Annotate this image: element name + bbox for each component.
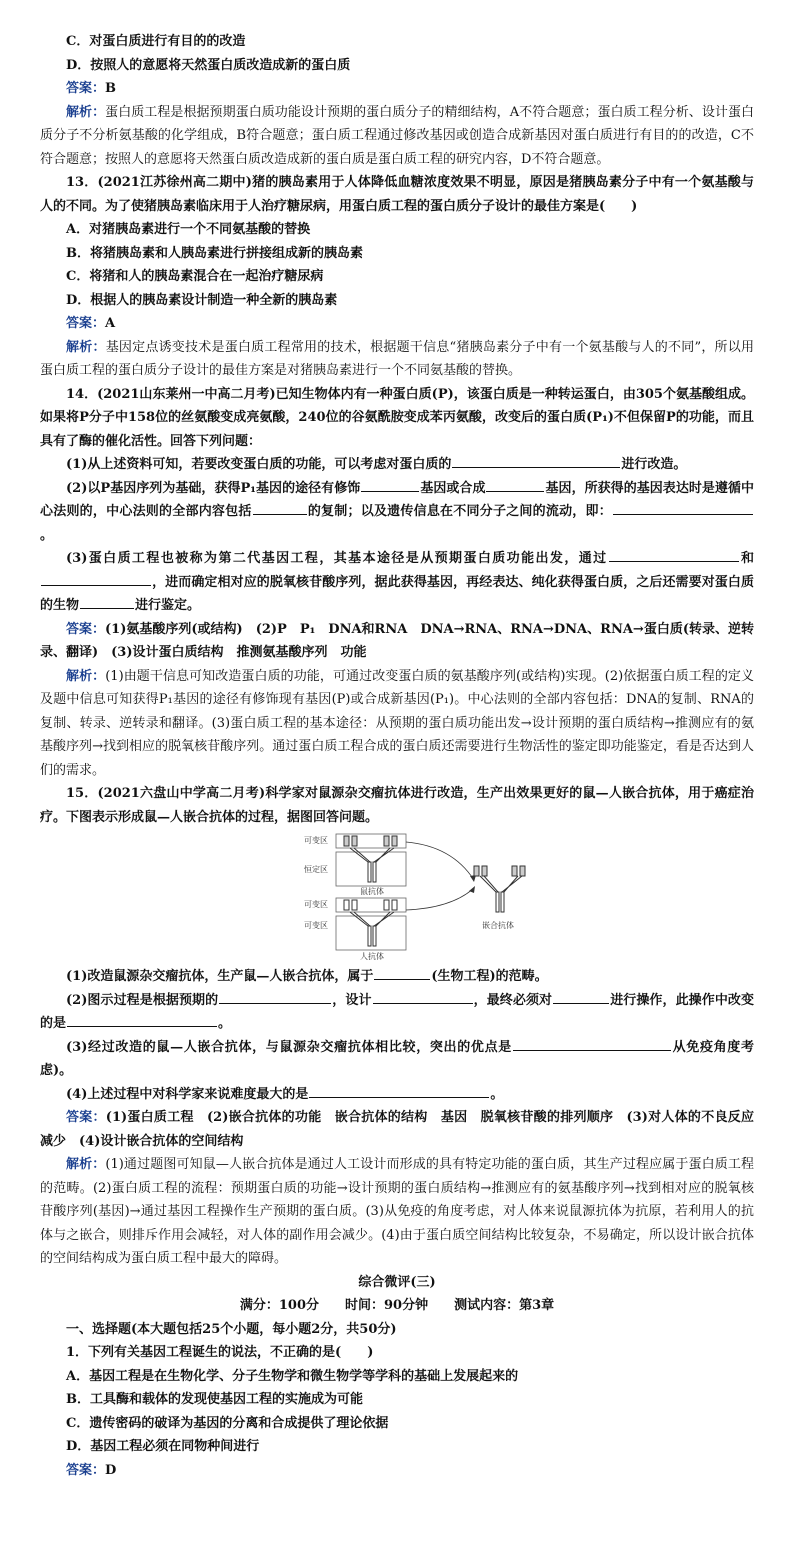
answer-label: 答案：: [66, 316, 106, 331]
q14-sub1: [40, 453, 754, 477]
analysis-label: 解析：: [66, 104, 106, 120]
q15-analysis: (1)通过题图可知鼠—人嵌合抗体是通过人工设计而形成的具有特定功能的蛋白质，其生产过程应属于蛋白质工程的范畴。(2)蛋白质工程的流程：预期蛋白质的功能→设计预期的蛋白质结构→推测应有的氨基酸序列→找到相对应的脱氧核苷酸序列(基因)→通过基因工程操作生产预期的蛋白质。(3)从免疫的角度考虑，对人体来说鼠源抗体为抗原，若利用人的抗体与之嵌合，则排斥作用会减轻，对人体的副作用会减少。(4)由于蛋白质空间结构比较复杂，不易确定，所以设计嵌合抗体的空间结构成为蛋白质工程中最大的障碍。: [40, 1157, 754, 1266]
q13-option-a: A．对猪胰岛素进行一个不同氨基酸的替换: [66, 222, 311, 237]
answer-blank: [41, 571, 151, 586]
answer-blank: [361, 477, 419, 492]
r1-stem: 1．下列有关基因工程诞生的说法，不正确的是( ): [66, 1345, 374, 1360]
q12-option-d: D．按照人的意愿将天然蛋白质改造成新的蛋白质: [66, 57, 351, 73]
q12-option-c: C．对蛋白质进行有目的的改造: [66, 34, 246, 49]
answer-blank: [309, 1083, 489, 1098]
answer-blank: [67, 1012, 217, 1027]
answer-blank: [553, 989, 609, 1004]
question-text: (2)图示过程是根据预期的: [66, 992, 219, 1008]
r1-answer: D: [105, 1462, 117, 1478]
label-human-antibody: 人抗体: [360, 952, 384, 961]
document-page: [40, 30, 754, 1482]
answer-blank: [80, 594, 134, 609]
q14-sub2: [40, 477, 754, 548]
answer-blank: [513, 1036, 671, 1051]
analysis-label: 解析：: [66, 339, 106, 355]
question-text: (3)经过改造的鼠—人嵌合抗体，与鼠源杂交瘤抗体相比较，突出的优点是: [66, 1039, 512, 1055]
q13-option-d: D．根据人的胰岛素设计制造一种全新的胰岛素: [66, 292, 338, 308]
answer-blank: [609, 547, 739, 562]
answer-blank: [253, 500, 307, 515]
r1-option-c: C．遗传密码的破译为基因的分离和合成提供了理论依据: [66, 1415, 389, 1431]
question-text: 进行鉴定。: [135, 598, 201, 613]
q12-answer: B: [105, 81, 117, 96]
question-text: ，最终必须对: [473, 992, 553, 1008]
question-text: (1)从上述资料可知，若要改变蛋白质的功能，可以考虑对蛋白质的: [66, 457, 452, 472]
question-text: 从免疫角度考虑)。: [40, 1039, 754, 1078]
question-text: 进行操作，此操作中改变的是: [40, 992, 754, 1031]
q15-stem: 15．(2021六盘山中学高二月考)科学家对鼠源杂交瘤抗体进行改造，生产出效果更好的鼠—人嵌合抗体，用于癌症治疗。下图表示形成鼠—人嵌合抗体的过程，据图回答问题。: [40, 786, 754, 825]
q13-option-c: C．将猪和人的胰岛素混合在一起治疗糖尿病: [66, 269, 324, 284]
label-constant-region: 恒定区: [304, 865, 328, 874]
question-text: 的复制；以及遗传信息在不同分子之间的流动，即：: [307, 504, 612, 519]
q13-analysis: 基因定点诱变技术是蛋白质工程常用的技术，根据题干信息“猪胰岛素分子中有一个氨基酸与人的不同”，所以用蛋白质工程的蛋白质分子设计的最佳方案是对猪胰岛素进行一个不同氨基酸的替换。: [40, 339, 754, 378]
answer-blank: [613, 500, 753, 515]
q14-answer: (1)氨基酸序列(或结构) (2)P P₁ DNA和RNA DNA→RNA、RNA→DNA、RNA→蛋白质(转录、逆转录、翻译) (3)设计蛋白质结构 推测氨基酸序列 功能: [40, 621, 754, 660]
r1-option-b: B．工具酶和载体的发现使基因工程的实施成为可能: [66, 1392, 363, 1407]
answer-blank: [452, 453, 620, 468]
review-info: 满分：100分 时间：90分钟 测试内容：第3章: [239, 1298, 555, 1313]
answer-blank: [486, 477, 544, 492]
answer-blank: [219, 989, 331, 1004]
q15-sub1: [40, 965, 754, 989]
answer-label: 答案：: [66, 1462, 106, 1478]
q14-stem: 14．(2021山东莱州一中高二月考)已知生物体内有一种蛋白质(P)，该蛋白质是一种转运蛋白，由305个氨基酸组成。如果将P分子中158位的丝氨酸变成亮氨酸，240位的谷氨酰胺变成苯丙氨酸，改变后的蛋白质(P₁)不但保留P的功能，而且具有了酶的催化活性。回答下列问题：: [40, 386, 754, 449]
label-variable-region-1: 可变区: [304, 836, 328, 845]
question-text: ，设计: [332, 992, 372, 1008]
antibody-diagram: [302, 832, 532, 962]
label-mouse-antibody: 鼠抗体: [360, 887, 384, 896]
question-text: 。: [218, 1016, 232, 1031]
q13-answer: A: [105, 316, 116, 331]
question-text: (3)蛋白质工程也被称为第二代基因工程，其基本途径是从预期蛋白质功能出发，通过: [66, 551, 608, 566]
question-text: 和: [739, 551, 754, 566]
q12-analysis: 蛋白质工程是根据预期蛋白质功能设计预期的蛋白质分子的精细结构，A不符合题意；蛋白质工程分析、设计蛋白质分子不分析氨基酸的化学组成，B符合题意；蛋白质工程通过修改基因或创造合成新基因对蛋白质进行有目的的改造，C不符合题意；按照人的意愿将天然蛋白质改造成新的蛋白质是蛋白质工程的研究内容，D不符合题意。: [40, 104, 754, 167]
question-text: 进行改造。: [621, 457, 687, 472]
answer-label: 答案：: [66, 81, 106, 96]
question-text: (4)上述过程中对科学家来说难度最大的是: [66, 1086, 309, 1102]
question-text: (生物工程)的范畴。: [431, 969, 548, 984]
question-text: 。: [40, 527, 54, 543]
review-title: 综合微评(三): [358, 1274, 436, 1290]
q15-answer: (1)蛋白质工程 (2)嵌合抗体的功能 嵌合抗体的结构 基因 脱氧核苷酸的排列顺序 (3)对人体的不良反应减少 (4)设计嵌合抗体的空间结构: [40, 1110, 754, 1149]
question-text: 基因或合成: [420, 480, 486, 496]
answer-blank: [373, 989, 473, 1004]
label-variable-region-3: 可变区: [304, 921, 328, 930]
q14-analysis: (1)由题干信息可知改造蛋白质的功能，可通过改变蛋白质的氨基酸序列(或结构)实现。(2)依据蛋白质工程的定义及题中信息可知获得P₁基因的途径有修饰现有基因(P)或合成新基因(P₁)。中心法则的全部内容包括：DNA的复制、RNA的复制、转录、逆转录和翻译。(3)蛋白质工程的基本途径：从预期的蛋白质功能出发→设计预期的蛋白质结构→推测应有的氨基酸序列→找到相应的脱氧核苷酸序列。通过蛋白质工程合成的蛋白质还需要进行生物活性的鉴定即功能鉴定，看是否达到人们的需求。: [40, 668, 754, 778]
question-text: (2)以P基因序列为基础，获得P₁基因的途径有修饰: [66, 480, 361, 496]
q15-sub2: [40, 989, 754, 1036]
r1-option-d: D．基因工程必须在同物种间进行: [66, 1439, 260, 1454]
antibody-figure: [302, 832, 532, 962]
q13-option-b: B．将猪胰岛素和人胰岛素进行拼接组成新的胰岛素: [66, 245, 363, 261]
label-variable-region-2: 可变区: [304, 900, 328, 909]
answer-blank: [374, 965, 430, 980]
question-text: (1)改造鼠源杂交瘤抗体，生产鼠—人嵌合抗体，属于: [66, 969, 374, 984]
question-text: 基因，所获得的基因表达时是遵循中心法则的，中心法则的全部内容包括: [40, 480, 754, 519]
r1-option-a: A．基因工程是在生物化学、分子生物学和微生物学等学科的基础上发展起来的: [66, 1368, 519, 1384]
question-text: ，进而确定相对应的脱氧核苷酸序列，据此获得基因，再经表达、纯化获得蛋白质，之后还需要对蛋白质的生物: [40, 574, 754, 613]
analysis-label: 解析：: [66, 668, 106, 684]
answer-label: 答案：: [66, 621, 106, 637]
answer-label: 答案：: [66, 1110, 106, 1125]
q15-sub3: [40, 1036, 754, 1083]
q13-stem: 13．(2021江苏徐州高二期中)猪的胰岛素用于人体降低血糖浓度效果不明显，原因是猪胰岛素分子中有一个氨基酸与人的不同。为了使猪胰岛素临床用于人治疗糖尿病，用蛋白质工程的蛋白质分子设计的最佳方案是( ): [40, 175, 754, 214]
section-heading: 一、选择题(本大题包括25个小题，每小题2分，共50分): [66, 1321, 397, 1337]
analysis-label: 解析：: [66, 1157, 106, 1172]
q14-sub3: [40, 547, 754, 618]
label-chimeric-antibody: 嵌合抗体: [482, 921, 514, 930]
question-text: 。: [490, 1086, 504, 1102]
q15-sub4: [40, 1083, 754, 1107]
